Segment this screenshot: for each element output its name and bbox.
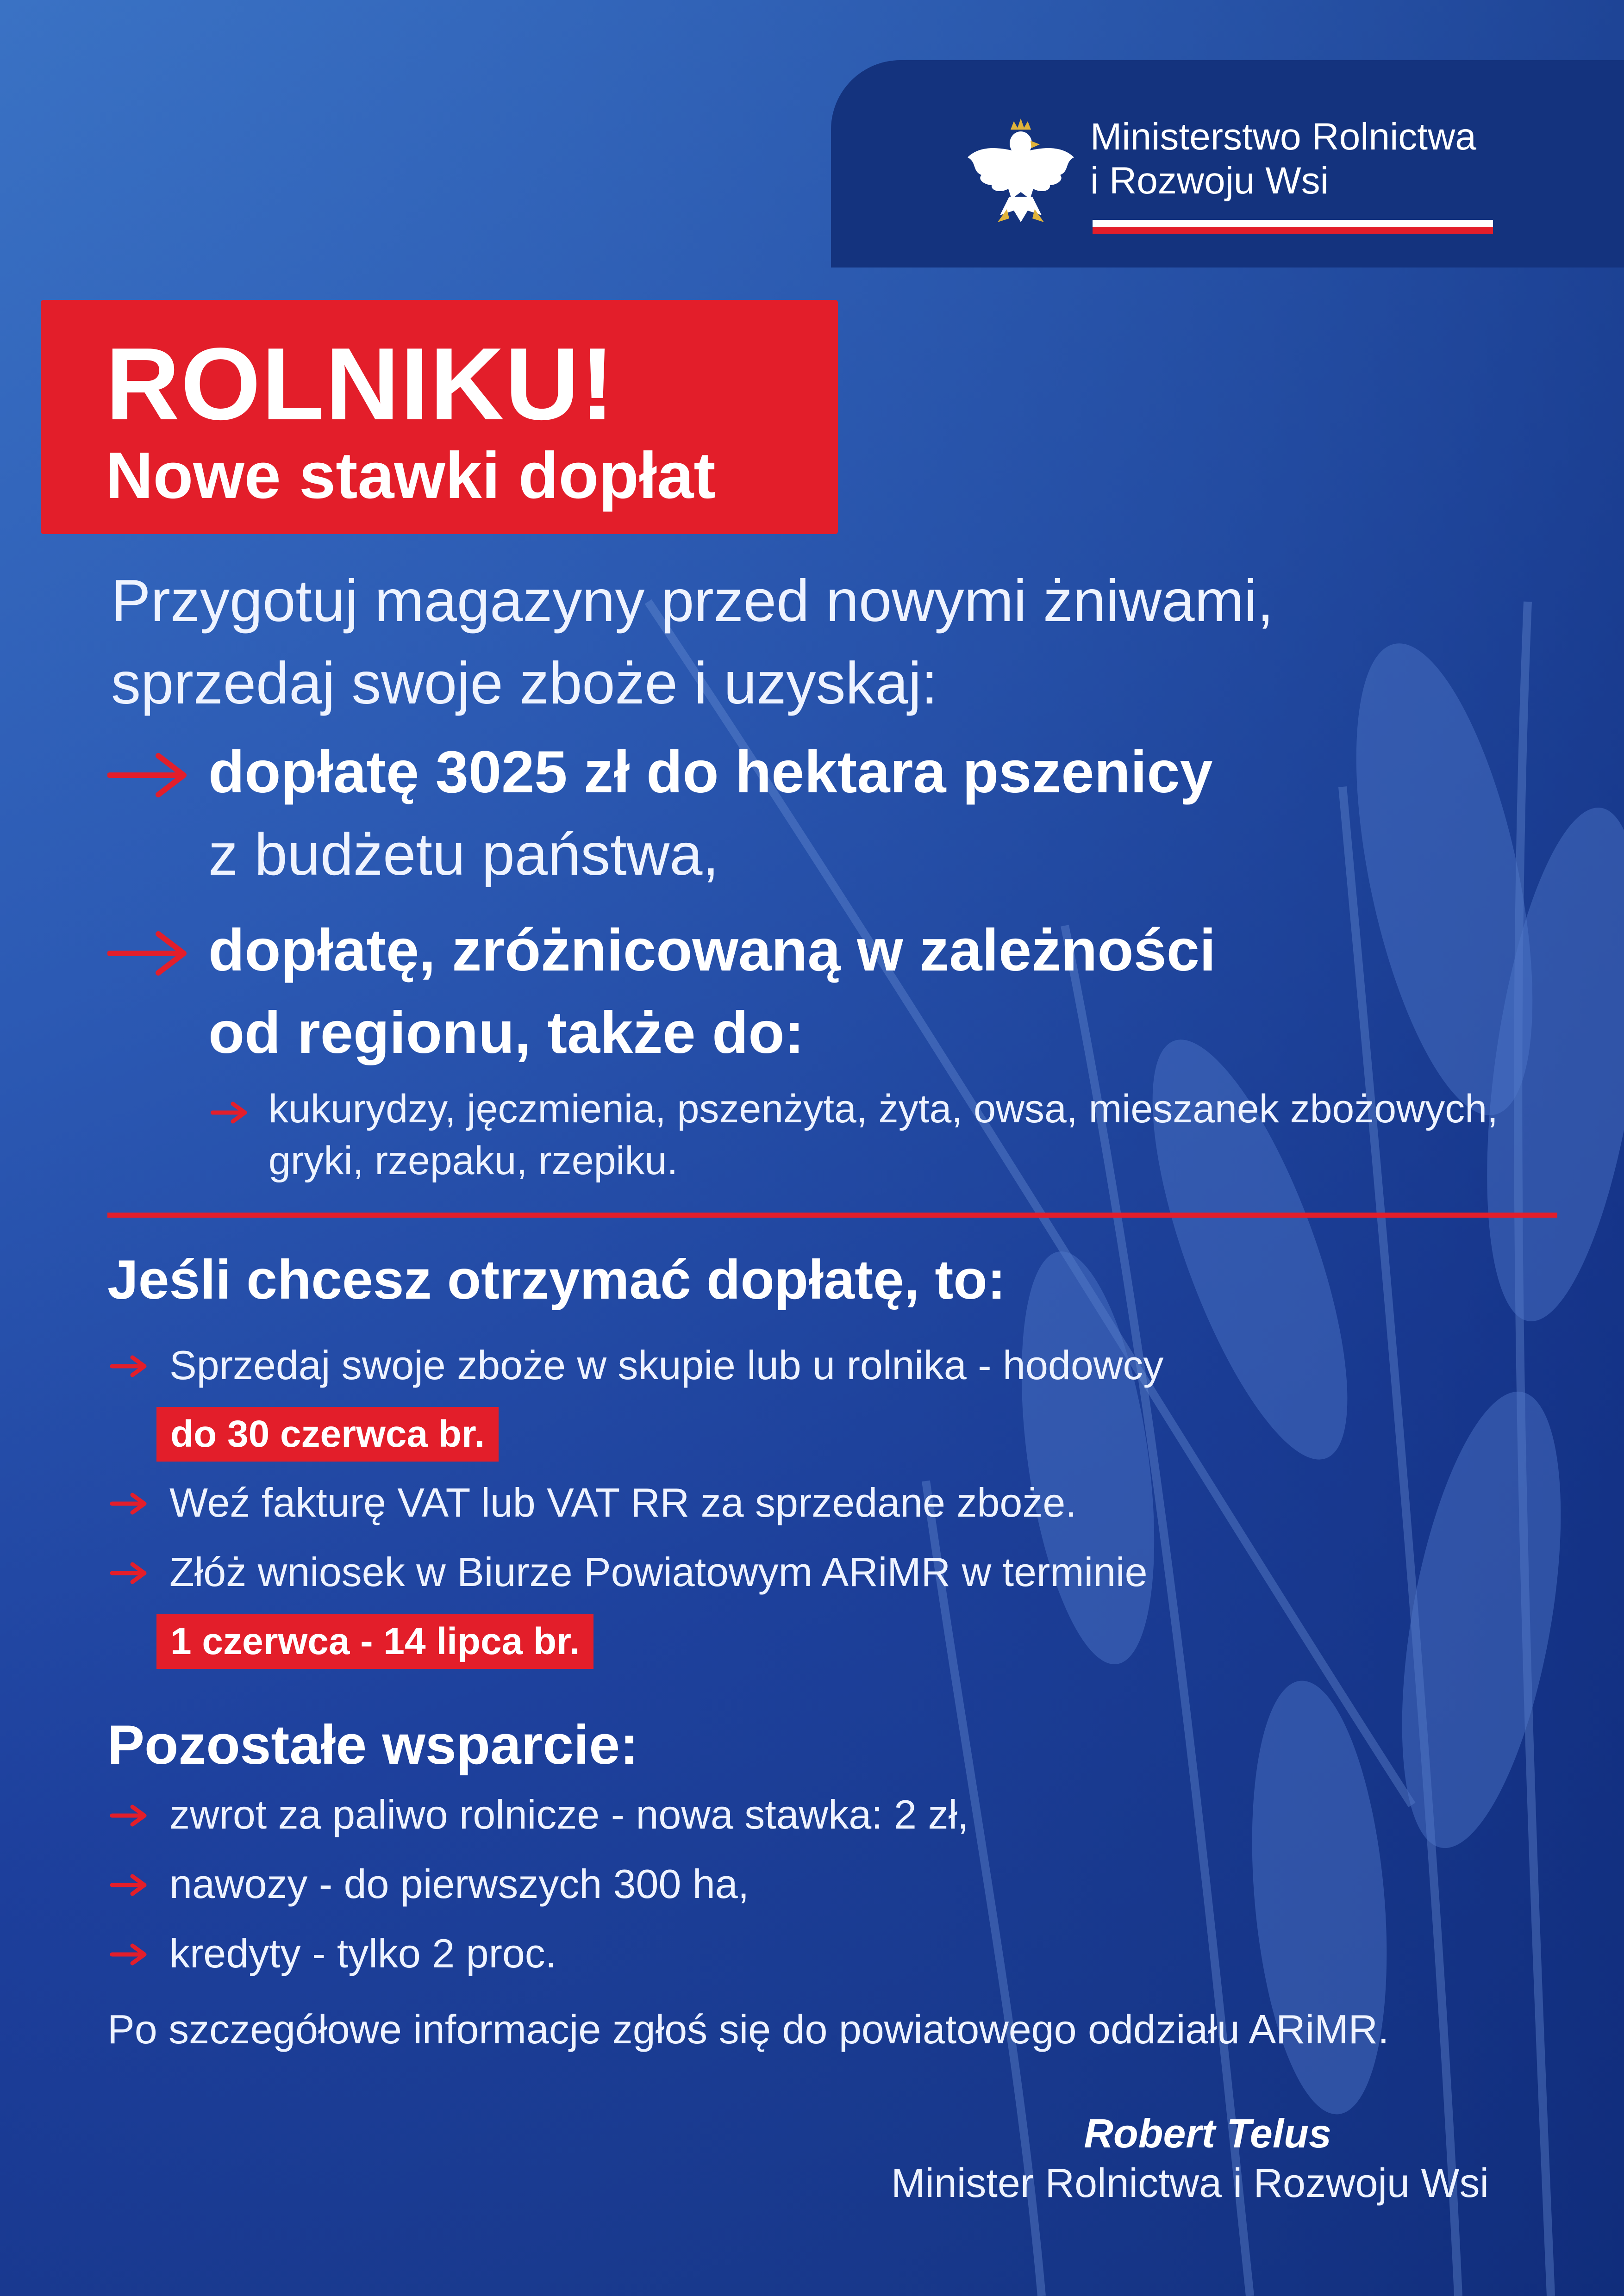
support-fuel-refund: zwrot za paliwo rolnicze - nowa stawka: 2 zł,	[169, 1792, 969, 1837]
point-wheat-subsidy-bold: dopłatę 3025 zł do hektara pszenicy	[208, 739, 1213, 805]
intro-text	[111, 560, 1546, 725]
point-regional-subsidy-line1: dopłatę, zróżnicowaną w zależności	[208, 917, 1216, 983]
point-wheat-subsidy	[208, 731, 1551, 896]
ministry-name	[1090, 115, 1599, 203]
crop-list-line1: kukurydzy, jęczmienia, pszenżyta, żyta, owsa, mieszanek zbożowych,	[269, 1087, 1498, 1131]
headline-subtitle: Nowe stawki dopłat	[106, 439, 716, 512]
arrow-right-icon	[107, 752, 188, 798]
polish-flag-stripe	[1093, 220, 1493, 234]
arrow-right-icon	[110, 1354, 148, 1379]
intro-line1: Przygotuj magazyny przed nowymi żniwami,	[111, 568, 1274, 634]
signer-title: Minister Rolnictwa i Rozwoju Wsi	[891, 2160, 1489, 2206]
point-wheat-subsidy-source: z budżetu państwa,	[208, 821, 719, 888]
ministry-name-line1: Ministerstwo Rolnictwa	[1090, 116, 1476, 158]
intro-line2: sprzedaj swoje zboże i uzyskaj:	[111, 650, 938, 716]
point-regional-subsidy-line2: od regionu, także do:	[208, 1000, 805, 1066]
arrow-right-icon	[211, 1100, 249, 1125]
condition-submit-application: Złóż wniosek w Biurze Powiatowym ARiMR w terminie	[169, 1549, 1148, 1595]
condition-sell-grain: Sprzedaj swoje zboże w skupie lub u rolnika - hodowcy	[169, 1342, 1164, 1388]
application-period-badge: 1 czerwca - 14 lipca br.	[156, 1614, 593, 1669]
support-fertilizers: nawozy - do pierwszych 300 ha,	[169, 1861, 750, 1907]
arrow-right-icon	[110, 1491, 148, 1516]
ministry-name-line2: i Rozwoju Wsi	[1090, 160, 1329, 202]
crop-list	[269, 1083, 1565, 1187]
arrow-right-icon	[110, 1873, 148, 1898]
signer-name: Robert Telus	[1084, 2110, 1331, 2156]
crop-list-line2: gryki, rzepaku, rzepiku.	[269, 1139, 678, 1183]
deadline-badge: do 30 czerwca br.	[156, 1407, 499, 1462]
headline-banner	[41, 300, 838, 534]
arrow-right-icon	[110, 1803, 148, 1828]
arrow-right-icon	[110, 1942, 148, 1967]
headline-title: ROLNIKU!	[106, 327, 616, 442]
condition-get-invoice: Weź fakturę VAT lub VAT RR za sprzedane zboże.	[169, 1480, 1077, 1525]
footer-note: Po szczegółowe informacje zgłoś się do powiatowego oddziału ARiMR.	[107, 2006, 1389, 2052]
arrow-right-icon	[107, 930, 188, 977]
white-eagle-emblem-icon	[963, 111, 1079, 231]
point-regional-subsidy	[208, 909, 1551, 1074]
conditions-title: Jeśli chcesz otrzymać dopłatę, to:	[107, 1249, 1006, 1311]
other-support-title: Pozostałe wsparcie:	[107, 1714, 639, 1776]
arrow-right-icon	[110, 1561, 148, 1586]
red-divider	[107, 1213, 1557, 1218]
support-loans: kredyty - tylko 2 proc.	[169, 1930, 557, 1976]
